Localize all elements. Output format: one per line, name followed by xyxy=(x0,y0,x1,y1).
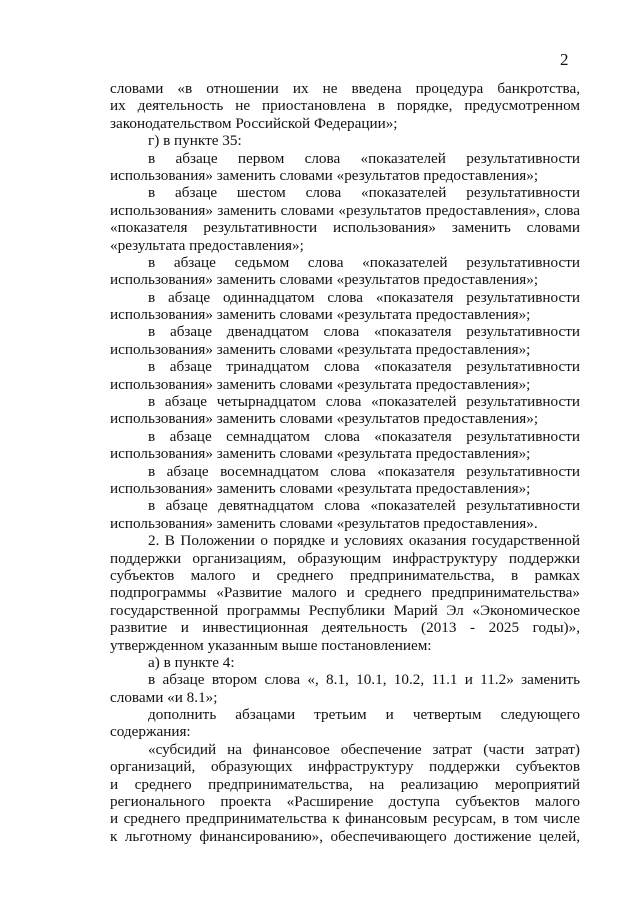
text-line: дополнить абзацами третьим и четвертым следующего xyxy=(148,706,580,724)
text-line: содержания: xyxy=(110,723,191,741)
text-line: в абзаце седьмом слова «показателей результативности xyxy=(148,253,580,271)
text-line: и среднего предпринимательства к финансовым ресурсам, в том числе xyxy=(110,810,580,828)
text-line: в абзаце семнадцатом слова «показателя результативности xyxy=(148,427,580,445)
text-line: «показателя результативности использования» заменить словами xyxy=(110,219,580,237)
text-line: использования» заменить словами «результатов предоставления». xyxy=(110,514,538,532)
text-line: их деятельность не приостановлена в порядке, предусмотренном xyxy=(110,97,580,115)
text-line: в абзаце девятнадцатом слова «показателей результативности xyxy=(148,497,580,515)
text-line: субъектов малого и среднего предпринимательства, в рамках xyxy=(110,566,580,584)
text-line: в абзаце двенадцатом слова «показателя результативности xyxy=(148,323,580,341)
text-line: в абзаце первом слова «показателей результативности xyxy=(148,149,580,167)
text-line: использования» заменить словами «результатов предоставления», слова xyxy=(110,201,580,219)
text-line: словами «и 8.1»; xyxy=(110,688,218,706)
text-line: государственной программы Республики Марий Эл «Экономическое xyxy=(110,601,580,619)
text-line: «субсидий на финансовое обеспечение затрат (части затрат) xyxy=(148,740,580,758)
text-line: в абзаце одиннадцатом слова «показателя результативности xyxy=(148,288,580,306)
text-line: использования» заменить словами «результата предоставления»; xyxy=(110,479,531,497)
text-line: использования» заменить словами «результата предоставления»; xyxy=(110,445,531,463)
text-line: и среднего предпринимательства, на реализацию мероприятий xyxy=(110,775,580,793)
text-line: использования» заменить словами «результатов предоставления»; xyxy=(110,166,539,184)
text-line: в абзаце шестом слова «показателей результативности xyxy=(148,184,580,202)
page-number: 2 xyxy=(560,50,569,69)
text-line: поддержки организациям, образующим инфраструктуру поддержки xyxy=(110,549,580,567)
text-line: законодательством Российской Федерации»; xyxy=(110,114,398,132)
text-line: 2. В Положении о порядке и условиях оказания государственной xyxy=(148,532,580,550)
text-line: подпрограммы «Развитие малого и среднего предпринимательства» xyxy=(110,584,580,602)
text-line: к льготному финансированию», обеспечивающего достижение целей, xyxy=(110,827,580,845)
text-line: организаций, образующих инфраструктуру поддержки субъектов xyxy=(110,758,580,776)
text-line: использования» заменить словами «результата предоставления»; xyxy=(110,306,531,324)
text-line: словами «в отношении их не введена процедура банкротства, xyxy=(110,80,580,97)
text-line: а) в пункте 4: xyxy=(148,653,235,671)
text-line: использования» заменить словами «результата предоставления»; xyxy=(110,375,531,393)
text-line: использования» заменить словами «результатов предоставления»; xyxy=(110,410,539,428)
text-line: регионального проекта «Расширение доступа субъектов малого xyxy=(110,793,580,811)
text-line: в абзаце втором слова «, 8.1, 10.1, 10.2, 11.1 и 11.2» заменить xyxy=(148,671,580,689)
document-body xyxy=(110,80,580,845)
text-line: развитие и инвестиционная деятельность (2013 - 2025 годы)», xyxy=(110,619,580,637)
text-line: в абзаце тринадцатом слова «показателя результативности xyxy=(148,358,580,376)
text-line: в абзаце четырнадцатом слова «показателей результативности xyxy=(148,393,580,411)
text-line: «результата предоставления»; xyxy=(110,236,304,254)
text-line: использования» заменить словами «результата предоставления»; xyxy=(110,340,531,358)
text-line: утвержденном указанным выше постановлением: xyxy=(110,636,432,654)
text-line: в абзаце восемнадцатом слова «показателя результативности xyxy=(148,462,580,480)
text-line: использования» заменить словами «результатов предоставления»; xyxy=(110,271,539,289)
text-line: г) в пункте 35: xyxy=(148,132,242,150)
